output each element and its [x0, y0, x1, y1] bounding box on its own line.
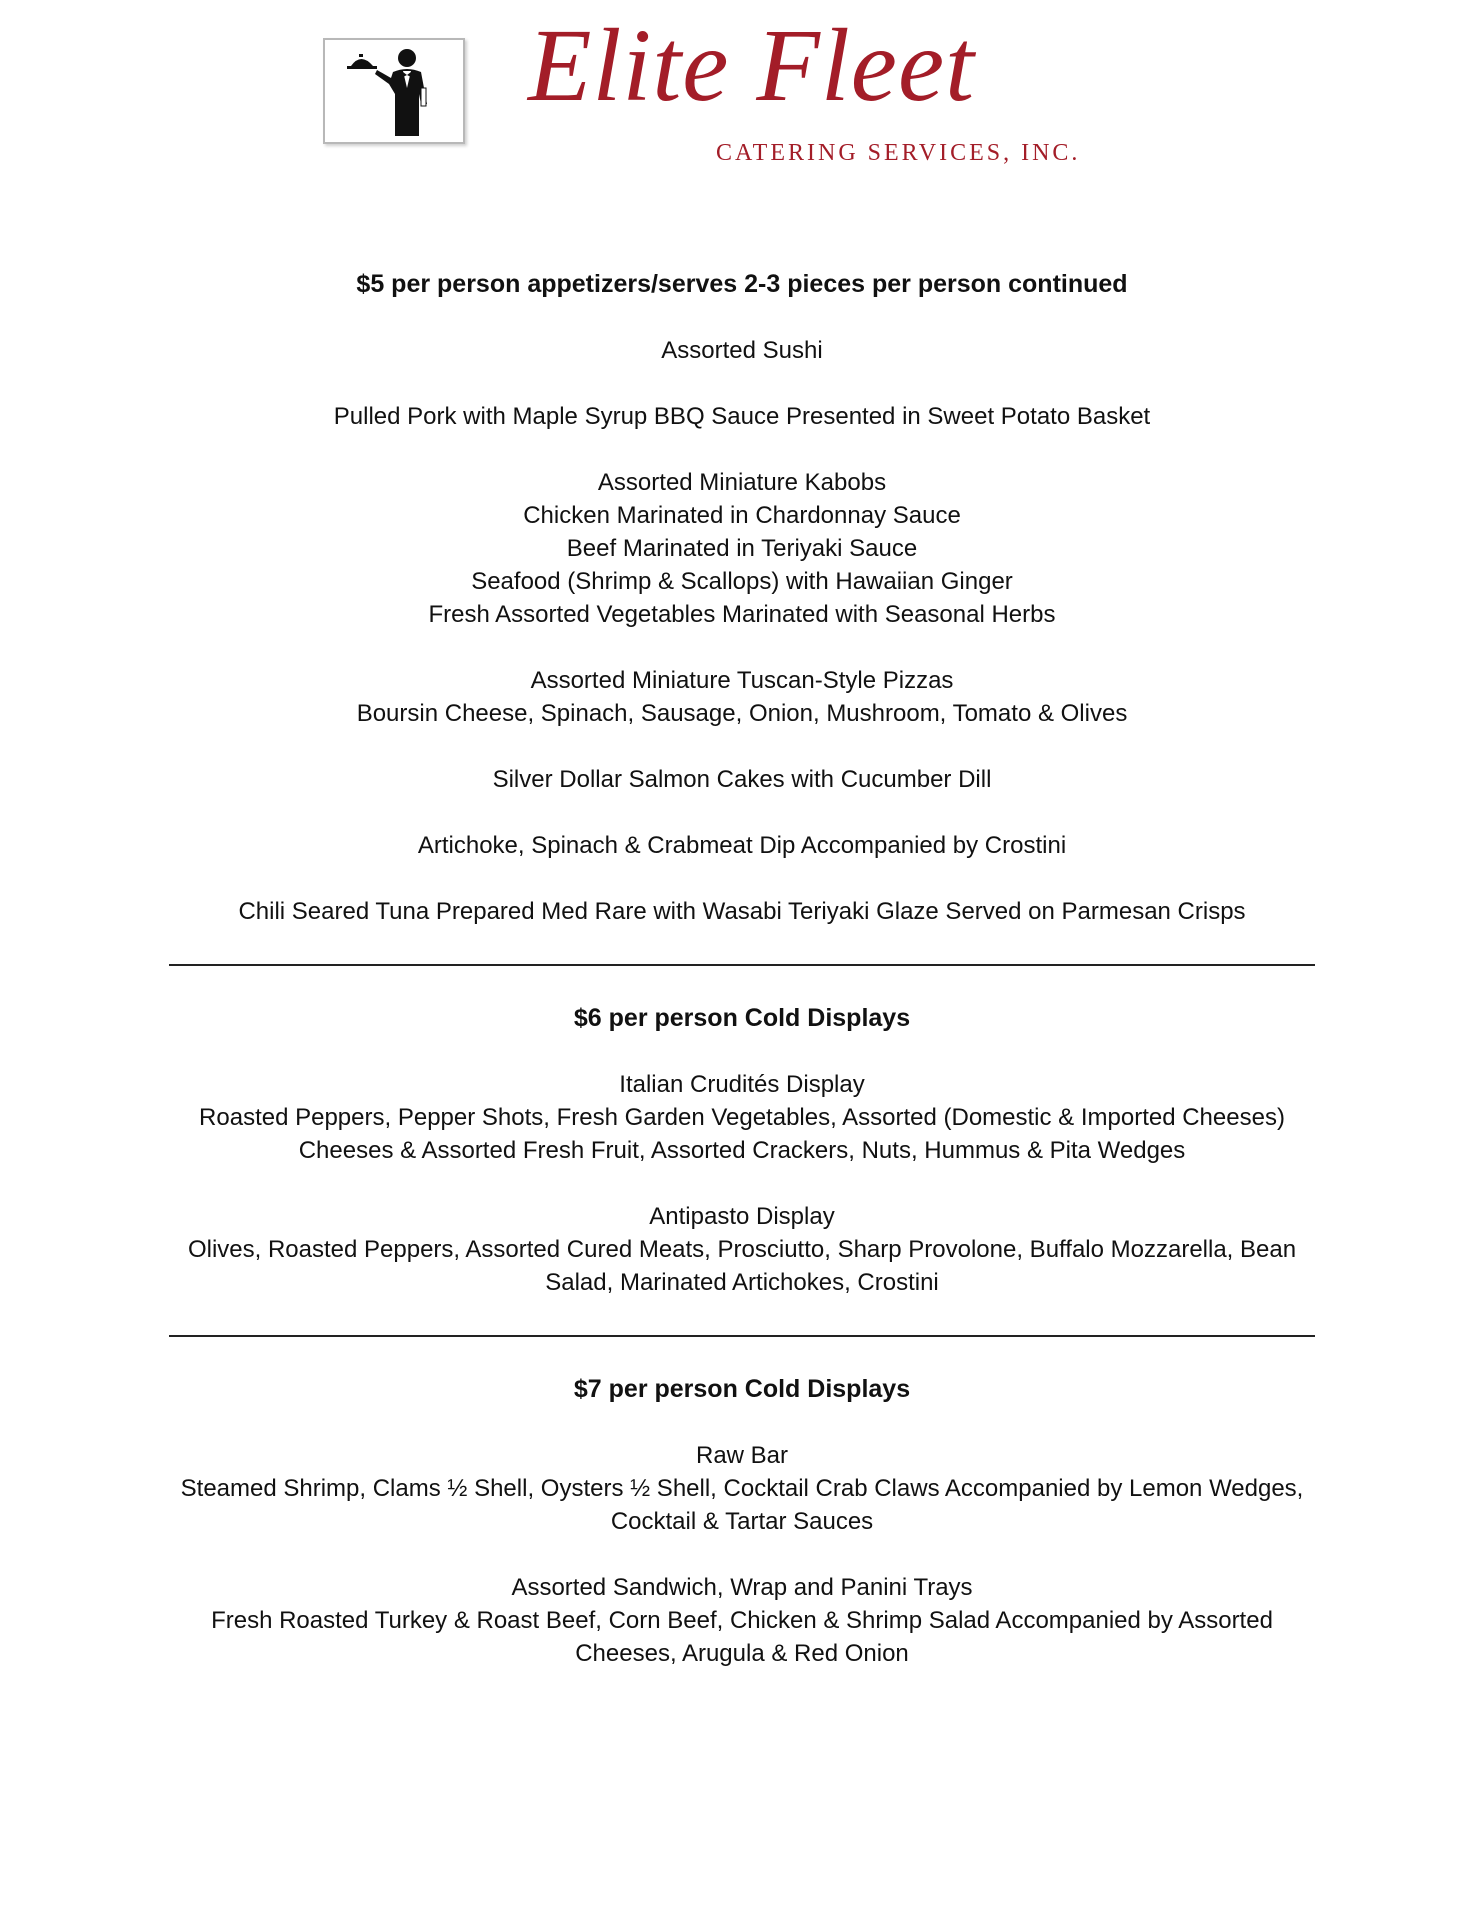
menu-item	[160, 1439, 1324, 1538]
menu-item	[160, 664, 1324, 730]
item-name: Assorted Miniature Tuscan-Style Pizzas	[530, 667, 954, 694]
section-title: $5 per person appetizers/serves 2-3 pieces per person continued	[356, 270, 1128, 298]
menu-item	[160, 1200, 1324, 1299]
waiter-serving-tray-icon	[333, 44, 453, 136]
item-name: Assorted Sushi	[661, 337, 823, 364]
section-title: $7 per person Cold Displays	[573, 1375, 911, 1403]
item-detail: Salad, Marinated Artichokes, Crostini	[545, 1269, 939, 1296]
section-title: $6 per person Cold Displays	[573, 1004, 911, 1032]
item-name: Assorted Miniature Kabobs	[597, 469, 887, 496]
brand	[520, 6, 1081, 166]
item-detail: Seafood (Shrimp & Scallops) with Hawaiian Ginger	[471, 568, 1013, 595]
page-header	[0, 0, 1484, 180]
item-detail: Fresh Roasted Turkey & Roast Beef, Corn Beef, Chicken & Shrimp Salad Accompanied by Assorted	[211, 1607, 1273, 1634]
item-detail: Boursin Cheese, Spinach, Sausage, Onion, Mushroom, Tomato & Olives	[356, 700, 1128, 727]
item-name: Raw Bar	[695, 1442, 789, 1469]
menu-item	[160, 400, 1324, 433]
menu-item	[160, 1571, 1324, 1670]
item-detail: Cheeses & Assorted Fresh Fruit, Assorted Crackers, Nuts, Hummus & Pita Wedges	[298, 1137, 1186, 1164]
menu-item	[160, 1068, 1324, 1167]
item-detail: Olives, Roasted Peppers, Assorted Cured Meats, Prosciutto, Sharp Provolone, Buffalo Mozzarella, Bean	[187, 1236, 1297, 1263]
waiter-logo	[323, 38, 465, 144]
menu-item	[160, 895, 1324, 928]
item-detail: Cheeses, Arugula & Red Onion	[575, 1640, 909, 1667]
item-detail: Cocktail & Tartar Sauces	[610, 1508, 874, 1535]
menu-item	[160, 466, 1324, 631]
menu-item	[160, 763, 1324, 796]
menu-item	[160, 334, 1324, 367]
item-name: Assorted Sandwich, Wrap and Panini Trays	[511, 1574, 973, 1601]
menu-section	[160, 268, 1324, 928]
item-name: Chili Seared Tuna Prepared Med Rare with Wasabi Teriyaki Glaze Served on Parmesan Crisps	[238, 898, 1246, 925]
brand-name: Elite Fleet	[528, 8, 976, 123]
brand-subtitle: CATERING SERVICES, INC.	[716, 140, 1081, 166]
item-detail: Chicken Marinated in Chardonnay Sauce	[523, 502, 961, 529]
item-name: Italian Crudités Display	[619, 1071, 865, 1098]
menu-section	[160, 1373, 1324, 1670]
section-divider	[169, 1335, 1315, 1337]
item-name: Silver Dollar Salmon Cakes with Cucumber Dill	[492, 766, 992, 793]
menu-section	[160, 1002, 1324, 1299]
item-detail: Roasted Peppers, Pepper Shots, Fresh Garden Vegetables, Assorted (Domestic & Imported Cheeses)	[199, 1104, 1285, 1131]
section-divider	[169, 964, 1315, 966]
item-detail: Fresh Assorted Vegetables Marinated with Seasonal Herbs	[428, 601, 1056, 628]
item-name: Antipasto Display	[649, 1203, 835, 1230]
menu-item	[160, 829, 1324, 862]
menu-content	[160, 268, 1324, 1670]
item-name: Pulled Pork with Maple Syrup BBQ Sauce Presented in Sweet Potato Basket	[333, 403, 1151, 430]
item-detail: Steamed Shrimp, Clams ½ Shell, Oysters ½ Shell, Cocktail Crab Claws Accompanied by Lemon Wedges,	[180, 1475, 1304, 1502]
item-name: Artichoke, Spinach & Crabmeat Dip Accompanied by Crostini	[417, 832, 1067, 859]
item-detail: Beef Marinated in Teriyaki Sauce	[566, 535, 918, 562]
